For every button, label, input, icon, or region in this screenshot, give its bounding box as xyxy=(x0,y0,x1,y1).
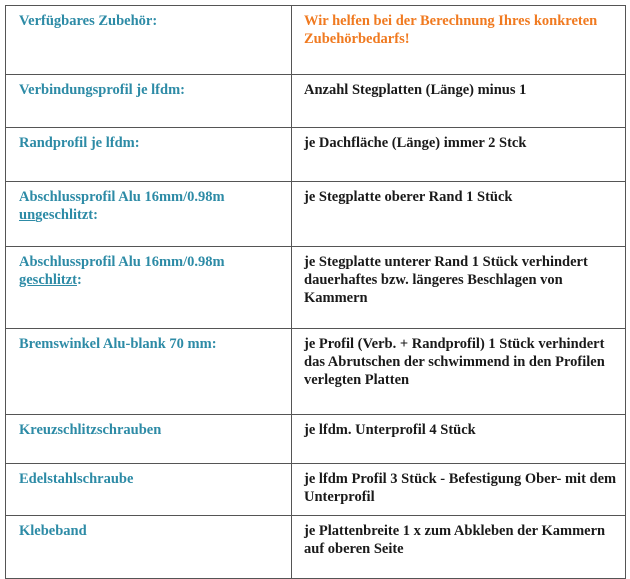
accessory-label-main: Abschlussprofil Alu 16mm/0.98m xyxy=(19,254,225,270)
accessory-label: Randprofil je lfdm: xyxy=(6,128,292,182)
accessory-description: je Plattenbreite 1 x zum Abkleben der Kammern auf oberen Seite xyxy=(292,516,626,579)
accessory-label: Kreuzschlitzschrauben xyxy=(6,415,292,464)
accessory-label xyxy=(6,247,292,329)
accessory-description: Anzahl Stegplatten (Länge) minus 1 xyxy=(292,75,626,128)
table-row xyxy=(6,415,626,464)
accessory-description: je Stegplatte oberer Rand 1 Stück xyxy=(292,182,626,247)
accessory-description: je Dachfläche (Länge) immer 2 Stck xyxy=(292,128,626,182)
table-row xyxy=(6,6,626,75)
accessory-label: Verfügbares Zubehör: xyxy=(6,6,292,75)
accessory-label-main: Abschlussprofil Alu 16mm/0.98m xyxy=(19,189,225,205)
table-row xyxy=(6,464,626,516)
accessory-label-underlined: un xyxy=(19,207,36,223)
accessory-description: je Profil (Verb. + Randprofil) 1 Stück verhindert das Abrutschen der schwimmend in den Profilen verlegten Platten xyxy=(292,329,626,415)
accessory-label: Verbindungsprofil je lfdm: xyxy=(6,75,292,128)
accessory-description: je Stegplatte unterer Rand 1 Stück verhindert dauerhaftes bzw. längeres Beschlagen von Kammern xyxy=(292,247,626,329)
accessory-description: je lfdm Profil 3 Stück - Befestigung Ober- mit dem Unterprofil xyxy=(292,464,626,516)
accessory-label-underlined: geschlitzt xyxy=(19,272,77,288)
table-row xyxy=(6,128,626,182)
accessory-description: Wir helfen bei der Berechnung Ihres konkreten Zubehörbedarfs! xyxy=(292,6,626,75)
accessory-label xyxy=(6,182,292,247)
accessory-label-rest: : xyxy=(76,272,82,288)
table-row xyxy=(6,75,626,128)
table-row xyxy=(6,516,626,579)
accessories-table xyxy=(5,5,626,579)
accessory-label: Edelstahlschraube xyxy=(6,464,292,516)
table-row xyxy=(6,247,626,329)
accessory-label-rest: geschlitzt: xyxy=(35,207,98,223)
accessory-label: Bremswinkel Alu-blank 70 mm: xyxy=(6,329,292,415)
table-row xyxy=(6,182,626,247)
table-row xyxy=(6,329,626,415)
accessory-label: Klebeband xyxy=(6,516,292,579)
accessory-description: je lfdm. Unterprofil 4 Stück xyxy=(292,415,626,464)
